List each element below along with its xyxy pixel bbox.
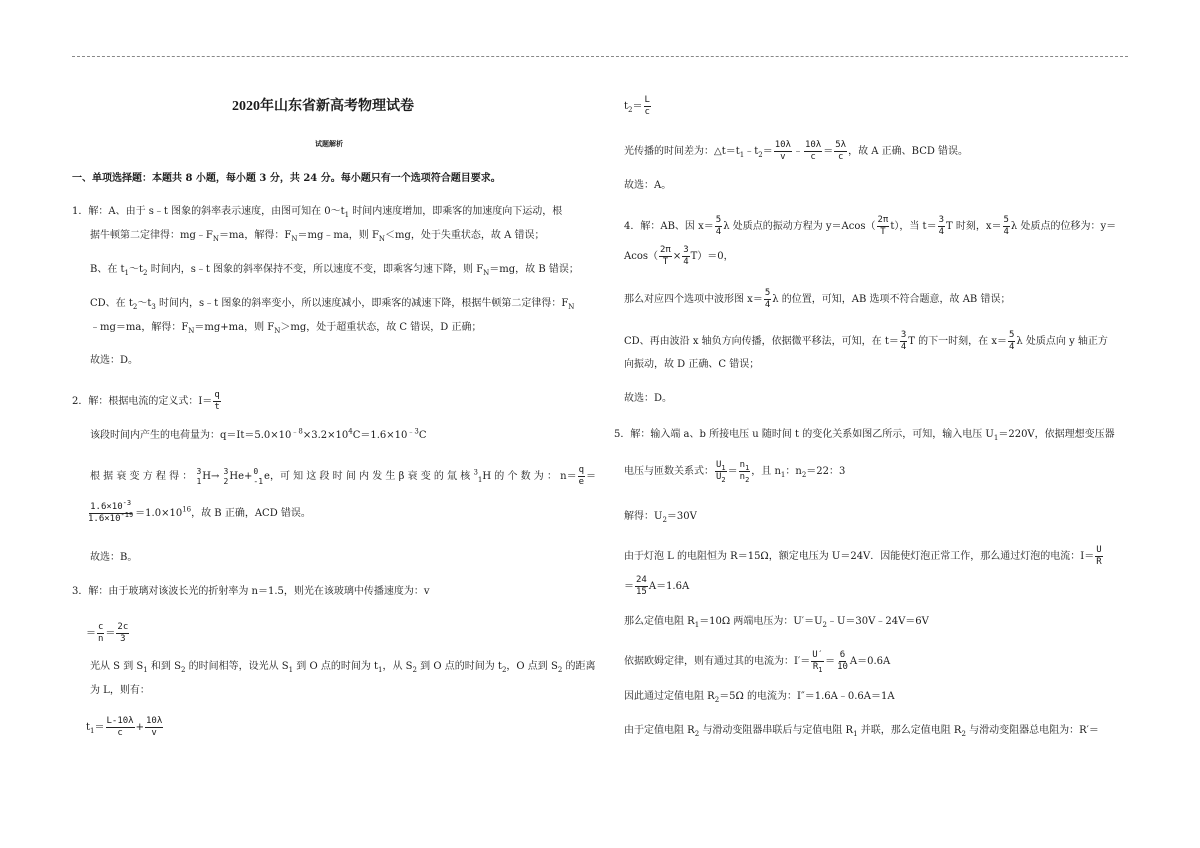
q4-line-4: CD、再由波沿 x 轴负方向传播，依据微平移法，可知，在 t＝ $\frac{3}{4}$ T 的下一时刻，在 x＝ $\frac{5}{4}$ λ 处质点向 y 轴正方 — [624, 330, 1108, 352]
q1-line-2: 据牛顿第二定律得：$mg﹣F_N=ma$，解得：$F_N=mg﹣ma$，则 $F_N<mg$，处于失重状态，故 A 错误； — [90, 230, 545, 243]
q5-line-5: ＝ $\frac{24}{15}$ A＝1.6A — [624, 575, 690, 597]
q5-line-6: 那么定值电阻 $R_1=10\Omega$ 两端电压为：$U'=U_2﹣U=30V﹣24V=6V$ — [624, 616, 929, 629]
q5-line-8: 因此通过定值电阻 $R_2=5\Omega$ 的电流为：I″＝1.6A﹣0.6A＝1A — [624, 691, 895, 704]
header-divider — [72, 56, 1128, 57]
q5-line-1: 5．解：输入端 a、b 所接电压 u 随时间 t 的变化关系如图乙所示，可知，输入电压 $U_1=220V$，依据理想变压器 — [614, 429, 1115, 442]
q3-line-7: 光传播的时间差为：$\triangle t=t_1﹣t_2=$ $\frac{10\lambda}{v}$ ﹣ $\frac{10\lambda}{c}$ ＝ $\frac{5\lambda}{c}$ ，故 A 正确、BCD 错误。 — [624, 140, 969, 162]
q4-line-2: Acos（ $\frac{2\pi}{T}$ × $\frac{3}{4}$ T）＝0， — [624, 245, 734, 267]
q3-line-2: ＝ $\frac{c}{n}$ ＝ $\frac{2c}{3}$ — [86, 622, 129, 644]
q2-line-3: 根 据 衰 变 方 程 得 ： 3 1 H→ 3 2 He+ 0 -1 e，可 知 这 段 时 间 内 发 生 β 衰 变 的 氚 核 $^3_1$H 的 个 数 为 ： n＝ $\frac{q}{e}$ ＝ — [90, 465, 597, 487]
q2-line-1: 2．解：根据电流的定义式：I＝ $\frac{q}{t}$ — [72, 390, 220, 412]
section-heading: 一、单项选择题：本题共 8 小题，每小题 3 分，共 24 分。每小题只有一个选项符合题目要求。 — [72, 173, 501, 184]
q3-line-5: $t_1=$ $\frac{L-10\lambda}{c}$ + $\frac{10\lambda}{v}$ — [86, 716, 163, 738]
q1-line-3: B、在 $t_1\sim t_2$ 时间内，s﹣t 图象的斜率保持不变，所以速度不变，即乘客匀速下降，则 $F_N=mg$，故 B 错误； — [90, 264, 579, 277]
q3-answer: 故选：A。 — [624, 180, 672, 191]
q2-line-4: $\frac{1.6\times 10^{-3}}{1.6\times 10^{-19}}$ $=1.0\times 10^{16}$，故 B 正确，ACD 错误。 — [88, 499, 311, 524]
q4-line-3: 那么对应四个选项中波形图 x＝ $\frac{5}{4}$ λ 的位置，可知，AB 选项不符合题意，故 AB 错误； — [624, 288, 1011, 310]
q4-line-1: 4．解：AB、因 x＝ $\frac{5}{4}$ λ 处质点的振动方程为 y＝Acos（ $\frac{2\pi}{T}$ t），当 t＝ $\frac{3}{4}$ T 时刻，x＝ $\frac{5}{4}$ λ 处质点的位移为：y＝ — [624, 215, 1117, 237]
q3-line-6: $t_2=$ $\frac{L}{c}$ — [624, 95, 650, 117]
q5-line-3: 解得：$U_2=30V$ — [624, 511, 697, 524]
q4-line-5: 向振动，故 D 正确、C 错误； — [624, 359, 760, 370]
q2-answer: 故选：B。 — [90, 552, 138, 563]
q1-line-5: ﹣mg＝ma，解得：$F_N=mg+ma$，则 $F_N>mg$，处于超重状态，故 C 错误，D 正确； — [90, 322, 482, 335]
q1-line-1: 1．解：A、由于 s﹣t 图象的斜率表示速度，由图可知在 $0\sim t_1$ 时间内速度增加，即乘客的加速度向下运动，根 — [72, 206, 563, 219]
q5-line-9: 由于定值电阻 $R_2$ 与滑动变阻器串联后与定值电阻 $R_1$ 并联，那么定值电阻 $R_2$ 与滑动变阻器总电阻为：R′＝ — [624, 725, 1099, 738]
q4-answer: 故选：D。 — [624, 393, 673, 404]
q2-line-2: 该段时间内产生的电荷量为：$q=It=5.0\times 10^{﹣8}\times 3.2\times 10^4C=1.6\times 10^{﹣3}C$ — [90, 427, 427, 441]
q5-line-2: 电压与匝数关系式： $\frac{U_1}{U_2}$ ＝ $\frac{n_1}{n_2}$ ，且 $n_1$：$n_2=22$：3 — [624, 460, 846, 484]
document-title: 2020年山东省新高考物理试卷 — [232, 99, 414, 114]
q1-answer: 故选：D。 — [90, 355, 139, 366]
q5-line-7: 依据欧姆定律，则有通过其的电流为：I′＝ $\frac{U'}{R_1}$ ＝ $\frac{6}{10}$ A＝0.6A — [624, 650, 891, 674]
q3-line-3: 光从 S 到 $S_1$ 和到 $S_2$ 的时间相等，设光从 $S_1$ 到 O 点的时间为 $t_1$，从 $S_2$ 到 O 点的时间为 $t_2$，O 点到 $S_2$ 的距离 — [90, 661, 596, 674]
q3-line-1: 3．解：由于玻璃对该波长光的折射率为 n＝1.5，则光在该玻璃中传播速度为：v — [72, 586, 430, 597]
document-subtitle: 试题解析 — [315, 139, 343, 148]
q3-line-4: 为 L，则有： — [90, 685, 150, 696]
q5-line-4: 由于灯泡 L 的电阻恒为 R＝15Ω，额定电压为 U＝24V．因能使灯泡正常工作，那么通过灯泡的电流：I＝ $\frac{U}{R}$ — [624, 545, 1102, 567]
q1-line-4: CD、在 $t_2\sim t_3$ 时间内，s﹣t 图象的斜率变小，所以速度减小，即乘客的减速下降，根据牛顿第二定律得：$F_N$ — [90, 298, 575, 311]
